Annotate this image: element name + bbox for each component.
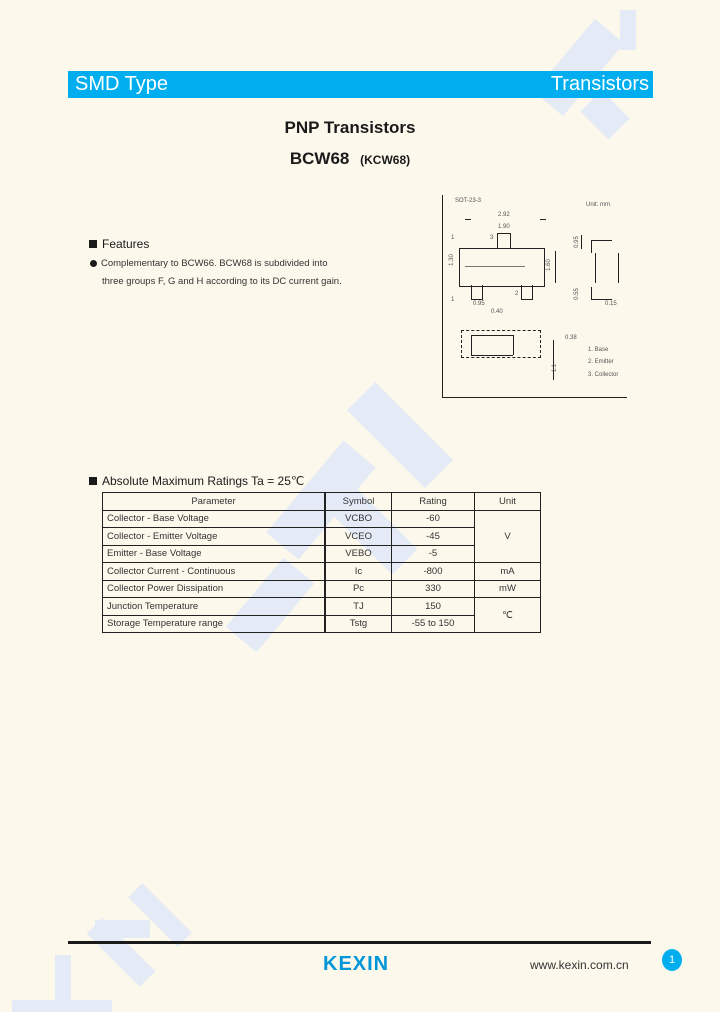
parameter-cell: Junction Temperature [103,598,326,616]
ratings-heading-text: Absolute Maximum Ratings Ta = 25℃ [102,474,305,488]
watermark-stroke [55,955,71,1000]
dim-label: 1.90 [498,224,510,230]
pin-label: 1. Base [588,347,609,353]
table-header-row [103,493,541,511]
category-label: SMD Type [75,73,168,95]
column-header-unit: Unit [475,493,541,511]
unit-cell: mW [475,580,541,598]
page-title: PNP Transistors [284,118,416,137]
table-row [103,510,541,528]
symbol-cell: Tstg [325,615,392,633]
product-type-label: Transistors [550,73,649,95]
pin-number: 1 [451,297,455,303]
dim-label: 1.60 [545,259,552,271]
parameter-cell: Collector Power Dissipation [103,580,326,598]
unit-cell: V [475,510,541,563]
dim-label: 1.1 [552,363,559,373]
feature-item [90,258,328,269]
watermark-stroke [12,1000,112,1012]
kexin-logo: KEXIN [323,953,390,975]
parameter-cell: Collector - Emitter Voltage [103,528,326,546]
header-banner [68,71,653,98]
pin-number: 3 [490,235,494,241]
unit-label: Unit: mm [586,202,610,208]
features-heading-text: Features [102,237,150,251]
pin-number: 1 [451,235,455,241]
symbol-cell: VCEO [325,528,392,546]
table-row [103,563,541,581]
dim-label: 0.40 [491,309,503,315]
parameter-cell: Storage Temperature range [103,615,326,633]
dim-label: 0.15 [605,301,617,307]
part-number-heading [0,149,700,169]
dim-label: 0.38 [565,335,577,341]
bullet-dot-icon [90,260,97,267]
unit-cell: ℃ [475,598,541,633]
package-label: SOT-23-3 [455,198,482,204]
symbol-cell: TJ [325,598,392,616]
rating-cell: -45 [392,528,475,546]
dim-label: 1.30 [448,254,455,266]
absolute-maximum-ratings-table [102,492,541,633]
unit-cell: mA [475,563,541,581]
rating-cell: 150 [392,598,475,616]
square-bullet-icon [89,477,97,485]
ratings-heading [89,474,304,488]
package-outline-diagram [442,195,627,398]
parameter-cell: Collector Current - Continuous [103,563,326,581]
rating-cell: -55 to 150 [392,615,475,633]
features-heading [89,237,149,251]
symbol-cell: VCBO [325,510,392,528]
part-number: BCW68 [289,149,350,168]
symbol-cell: Ic [325,563,392,581]
feature-item-continued [102,276,342,287]
column-header-symbol: Symbol [325,493,392,511]
dim-label: 2.92 [498,212,510,218]
rating-cell: -60 [392,510,475,528]
symbol-cell: Pc [325,580,392,598]
parameter-cell: Emitter - Base Voltage [103,545,326,563]
pin-label: 3. Collector [588,372,619,378]
table-row [103,580,541,598]
dim-label: 0.95 [573,236,580,248]
column-header-parameter: Parameter [103,493,326,511]
table-row [103,598,541,616]
rating-cell: -800 [392,563,475,581]
dim-label: 0.95 [473,301,485,307]
feature-text: three groups F, G and H according to its DC current gain. [102,276,342,287]
alt-part-number: (KCW68) [360,153,411,167]
column-header-rating: Rating [392,493,475,511]
dim-label: 0.55 [573,288,580,300]
feature-text: Complementary to BCW66. BCW68 is subdivided into [101,258,328,269]
watermark-stroke [95,920,150,938]
watermark-stroke [620,10,636,50]
pin-label: 2. Emitter [588,359,614,365]
pin-number: 2 [515,291,519,297]
footer-divider [68,941,651,944]
square-bullet-icon [89,240,97,248]
page-number-badge: 1 [662,949,682,971]
rating-cell: 330 [392,580,475,598]
website-link[interactable]: www.kexin.com.cn [530,958,629,972]
parameter-cell: Collector - Base Voltage [103,510,326,528]
rating-cell: -5 [392,545,475,563]
symbol-cell: VEBO [325,545,392,563]
